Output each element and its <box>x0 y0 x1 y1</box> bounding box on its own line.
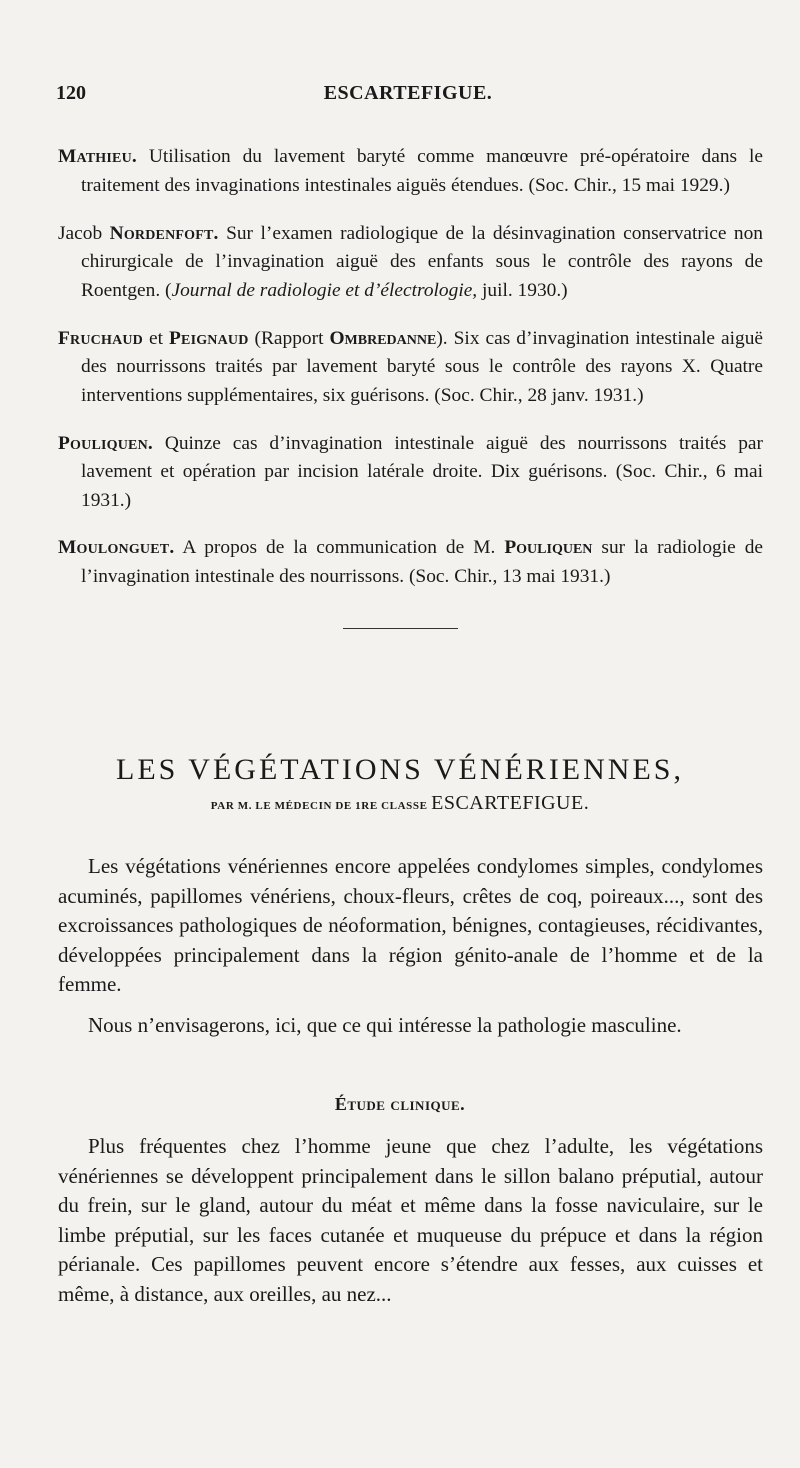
body-paragraph: Plus fréquentes chez l’homme jeune que chez l’adulte, les végétations vénériennes se développent principalement dans le sillon balano préputial, autour du frein, sur le gland, autour du méat et même dans la fosse naviculaire, sur le limbe préputial, sur les faces cutanée et muqueuse du prépuce et dans la région périanale. Ces papillomes peuvent encore s’étendre aux fesses, aux cuisses et même, à distance, aux oreilles, au nez... <box>58 1134 763 1306</box>
reference-rapport-open: (Rapport <box>248 327 330 349</box>
reference-text: Utilisation du lavement baryté comme manœuvre pré-opératoire dans le traitement des invaginations intestinales aiguës étendues. (Soc. Chir., 15 mai 1929.) <box>81 146 763 196</box>
running-head <box>56 82 760 112</box>
reference-rapport-close: ). <box>436 327 448 349</box>
article-byline <box>40 792 760 815</box>
reference-author: Pouliquen. <box>58 432 153 454</box>
reference-author: Mathieu. <box>58 146 137 168</box>
reference-text: Six cas d’invagination intestinale aiguë des nourrissons traités par lavement baryté sous le contrôle des rayons X. Quatre interventions supplémentaires, six guérisons. (Soc. Chir., 28 janv. 1931.) <box>81 327 764 406</box>
reference-author-2: Peignaud <box>168 327 249 349</box>
body-paragraph: Les végétations vénériennes encore appelées condylomes simples, condylomes acuminés, papillomes vénériens, choux-fleurs, crêtes de coq, poireaux..., sont des excroissances pathologiques de néoformation, bénignes, contagieuses, récidivantes, développées principalement dans la région génito-anale de l’homme et de la femme. <box>58 854 763 996</box>
reference-entry <box>58 325 763 411</box>
reference-entry <box>58 534 763 591</box>
reference-text-after: juil. 1930.) <box>477 279 568 301</box>
reference-text: Sur l’examen radiologique de la désinvagination conservatrice non chirurgicale de l’invagination aiguë des enfants sous le contrôle des rayons de Roentgen. ( <box>81 222 764 301</box>
reference-entry <box>58 143 763 200</box>
reference-author: Fruchaud <box>58 327 143 349</box>
reference-conjunction: et <box>143 327 169 349</box>
section-heading: Étude clinique. <box>334 1094 466 1114</box>
bibliography-list <box>58 124 763 600</box>
reference-author: Moulonguet. <box>58 537 175 559</box>
page-number: 120 <box>56 82 86 104</box>
running-title: ESCARTEFIGUE. <box>323 82 493 104</box>
reference-entry <box>58 220 763 306</box>
reference-author-prefix: Jacob <box>58 222 110 244</box>
reference-author: Nordenfoft. <box>109 222 219 244</box>
reference-cited-name: Pouliquen <box>504 537 593 559</box>
reference-rapport-name: Ombredanne <box>329 327 437 349</box>
byline-author: ESCARTEFIGUE. <box>431 792 590 814</box>
article-title: LES VÉGÉTATIONS VÉNÉRIENNES, <box>116 753 684 787</box>
reference-text: A propos de la communication de M. <box>182 537 505 559</box>
reference-text: Quinze cas d’invagination intestinale aiguë des nourrissons traités par lavement et opération par incision latérale droite. Dix guérisons. (Soc. Chir., 6 mai 1931.) <box>81 432 763 511</box>
byline-prefix: PAR M. LE MÉDECIN DE 1RE CLASSE <box>210 800 428 812</box>
reference-entry <box>58 430 763 516</box>
body-paragraph: Nous n’envisagerons, ici, que ce qui intéresse la pathologie masculine. <box>88 1013 682 1037</box>
reference-journal: Journal de radiologie et d’électrologie, <box>171 279 478 301</box>
reference-text-after: sur la radiologie de l’invagination intestinale des nourrissons. (Soc. Chir., 13 mai 1931.) <box>81 537 763 587</box>
section-divider <box>343 628 458 629</box>
